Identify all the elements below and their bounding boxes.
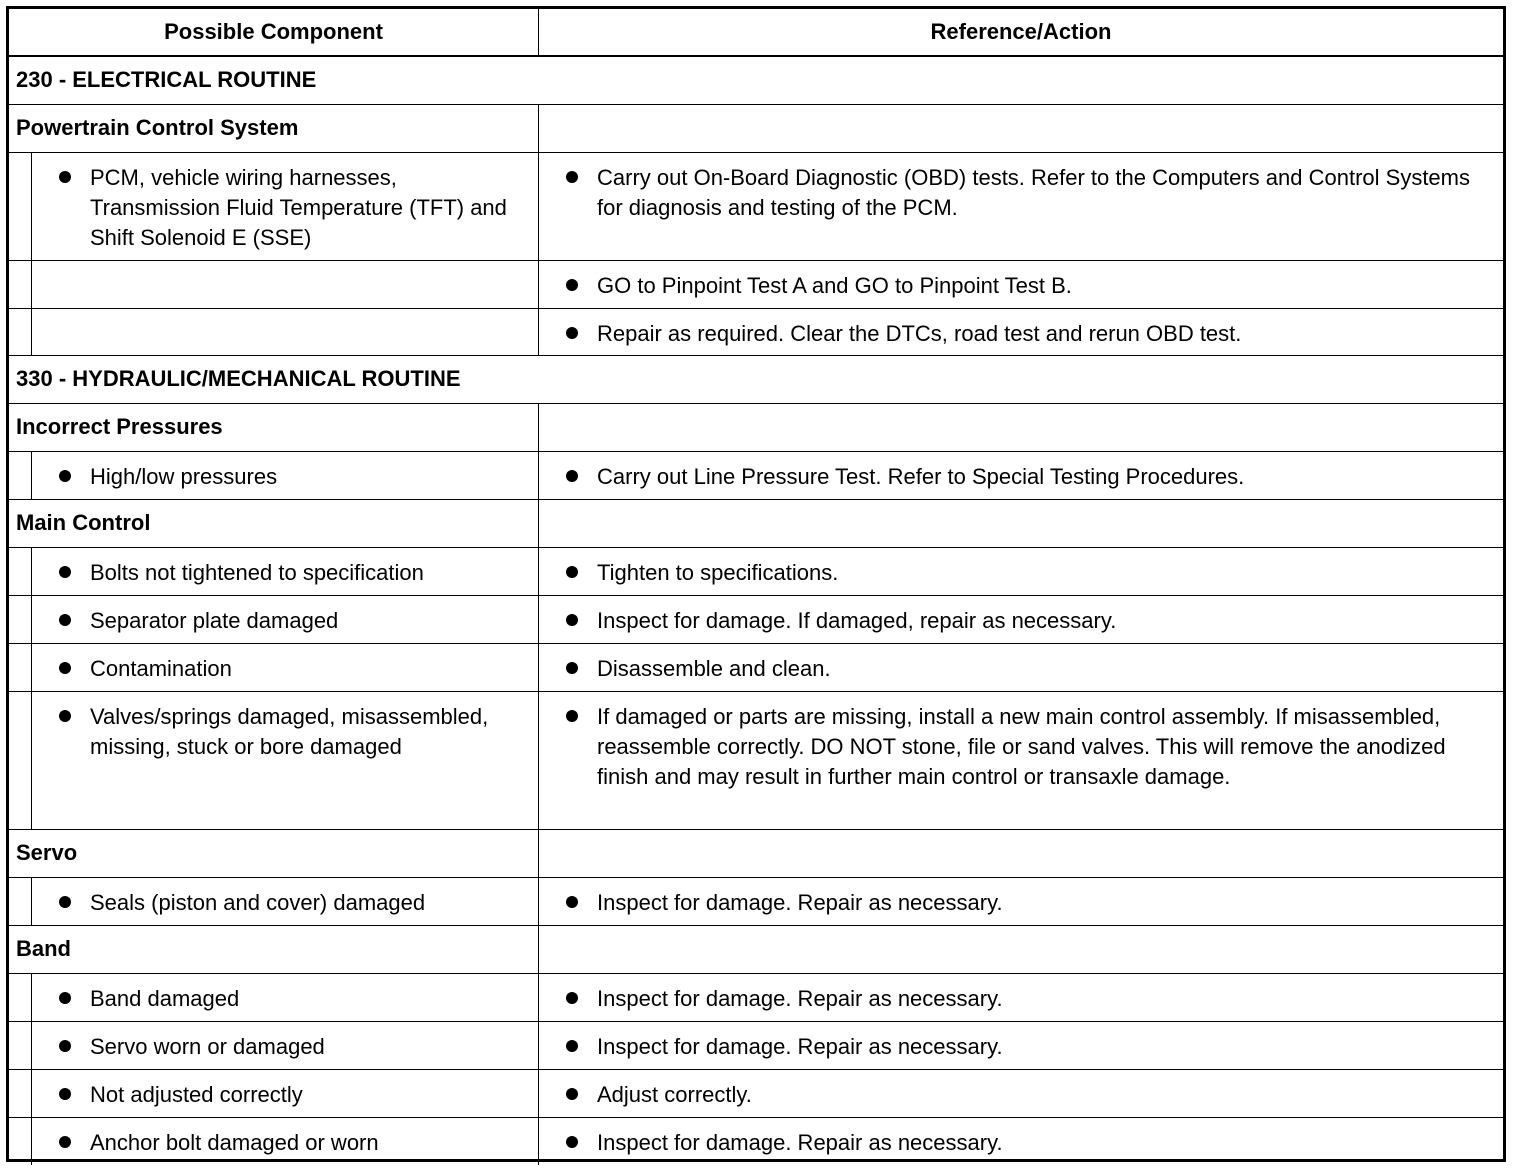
indent-column [9,153,32,260]
diagnosis-table [6,6,1506,1162]
table-header-row [9,9,1503,56]
group-title: Incorrect Pressures [9,404,539,451]
section-title: 230 - ELECTRICAL ROUTINE [16,67,317,92]
action-cell [539,692,1503,829]
bullet-icon [59,896,71,908]
group-title: Band [9,926,539,973]
group-title: Servo [9,830,539,877]
header-reference-action: Reference/Action [930,19,1112,44]
group-action-empty [539,830,1503,877]
action-cell [539,878,1503,925]
bullet-icon [59,710,71,722]
bullet-icon [566,1136,578,1148]
component-cell [9,692,539,829]
bullet-icon [566,992,578,1004]
component-text: Seals (piston and cover) damaged [90,890,426,915]
indent-column [9,261,32,308]
bullet-icon [59,1088,71,1100]
component-text: Bolts not tightened to specification [90,560,424,585]
indent-column [9,878,32,925]
bullet-icon [566,470,578,482]
section-row [9,355,1503,403]
bullet-icon [566,1040,578,1052]
bullet-icon [59,662,71,674]
component-cell [9,1118,539,1165]
group-action-empty [539,404,1503,451]
component-cell [9,153,539,260]
table-row [9,152,1503,260]
bullet-icon [566,710,578,722]
action-text: Inspect for damage. Repair as necessary. [597,890,1003,915]
group-row [9,499,1503,547]
action-text: Carry out Line Pressure Test. Refer to Special Testing Procedures. [597,464,1245,489]
action-text: Adjust correctly. [597,1082,752,1107]
table-row [9,260,1503,308]
indent-column [9,596,32,643]
group-row [9,925,1503,973]
header-possible-component: Possible Component [9,9,539,55]
component-cell [9,1022,539,1069]
indent-column [9,692,32,829]
bullet-icon [566,327,578,339]
bullet-icon [59,614,71,626]
action-cell [539,596,1503,643]
bullet-icon [59,1040,71,1052]
table-row [9,877,1503,925]
action-cell [539,153,1503,260]
group-row [9,104,1503,152]
action-cell [539,548,1503,595]
component-text: Servo worn or damaged [90,1034,325,1059]
table-row [9,547,1503,595]
action-text: Tighten to specifications. [597,560,839,585]
component-text: Not adjusted correctly [90,1082,303,1107]
bullet-icon [59,1136,71,1148]
bullet-icon [566,662,578,674]
action-cell [539,644,1503,691]
component-cell [9,1070,539,1117]
group-title: Powertrain Control System [9,105,539,152]
group-action-empty [539,105,1503,152]
action-text: Inspect for damage. If damaged, repair as necessary. [597,608,1117,633]
bullet-icon [566,171,578,183]
table-row [9,595,1503,643]
bullet-icon [566,1088,578,1100]
indent-column [9,1070,32,1117]
component-cell [9,548,539,595]
action-text: Inspect for damage. Repair as necessary. [597,1034,1003,1059]
component-cell [9,452,539,499]
component-cell [9,596,539,643]
component-cell [9,644,539,691]
bullet-icon [59,171,71,183]
indent-column [9,548,32,595]
component-text: Anchor bolt damaged or worn [90,1130,379,1155]
section-row [9,56,1503,104]
action-cell [539,1022,1503,1069]
table-row [9,973,1503,1021]
component-text: Valves/springs damaged, misassembled, missing, stuck or bore damaged [90,704,489,759]
indent-column [9,974,32,1021]
bullet-icon [566,896,578,908]
action-cell [539,261,1503,308]
table-row [9,451,1503,499]
component-text: PCM, vehicle wiring harnesses, Transmission Fluid Temperature (TFT) and Shift Solenoid E (SSE) [90,165,507,250]
action-cell [539,309,1503,355]
indent-column [9,1118,32,1165]
component-text: High/low pressures [90,464,278,489]
action-cell [539,1118,1503,1165]
bullet-icon [566,566,578,578]
table-row [9,691,1503,829]
bullet-icon [59,566,71,578]
bullet-icon [566,279,578,291]
component-text: Contamination [90,656,232,681]
section-title: 330 - HYDRAULIC/MECHANICAL ROUTINE [16,366,461,391]
bullet-icon [59,470,71,482]
bullet-icon [566,614,578,626]
action-text: GO to Pinpoint Test A and GO to Pinpoint Test B. [597,273,1072,298]
action-text: Inspect for damage. Repair as necessary. [597,986,1003,1011]
action-text: Inspect for damage. Repair as necessary. [597,1130,1003,1155]
table-row [9,1069,1503,1117]
group-row [9,403,1503,451]
indent-column [9,1022,32,1069]
action-text: Repair as required. Clear the DTCs, road test and rerun OBD test. [597,321,1242,346]
action-cell [539,1070,1503,1117]
group-row [9,829,1503,877]
component-cell [9,974,539,1021]
table-row [9,308,1503,355]
action-text: Disassemble and clean. [597,656,831,681]
indent-column [9,644,32,691]
table-row [9,643,1503,691]
action-text: If damaged or parts are missing, install a new main control assembly. If misassembled, reassemble correctly. DO NOT stone, file or sand valves. This will remove the anodized finish and may result in further main control or transaxle damage. [597,704,1446,789]
indent-column [9,452,32,499]
action-text: Carry out On-Board Diagnostic (OBD) tests. Refer to the Computers and Control Systems for diagnosis and testing of the PCM. [597,165,1470,220]
component-cell [9,878,539,925]
group-action-empty [539,500,1503,547]
table-row [9,1117,1503,1165]
action-cell [539,452,1503,499]
component-text: Separator plate damaged [90,608,339,633]
component-cell [9,261,539,308]
component-text: Band damaged [90,986,240,1011]
bullet-icon [59,992,71,1004]
indent-column [9,309,32,355]
component-cell [9,309,539,355]
group-action-empty [539,926,1503,973]
action-cell [539,974,1503,1021]
group-title: Main Control [9,500,539,547]
table-row [9,1021,1503,1069]
